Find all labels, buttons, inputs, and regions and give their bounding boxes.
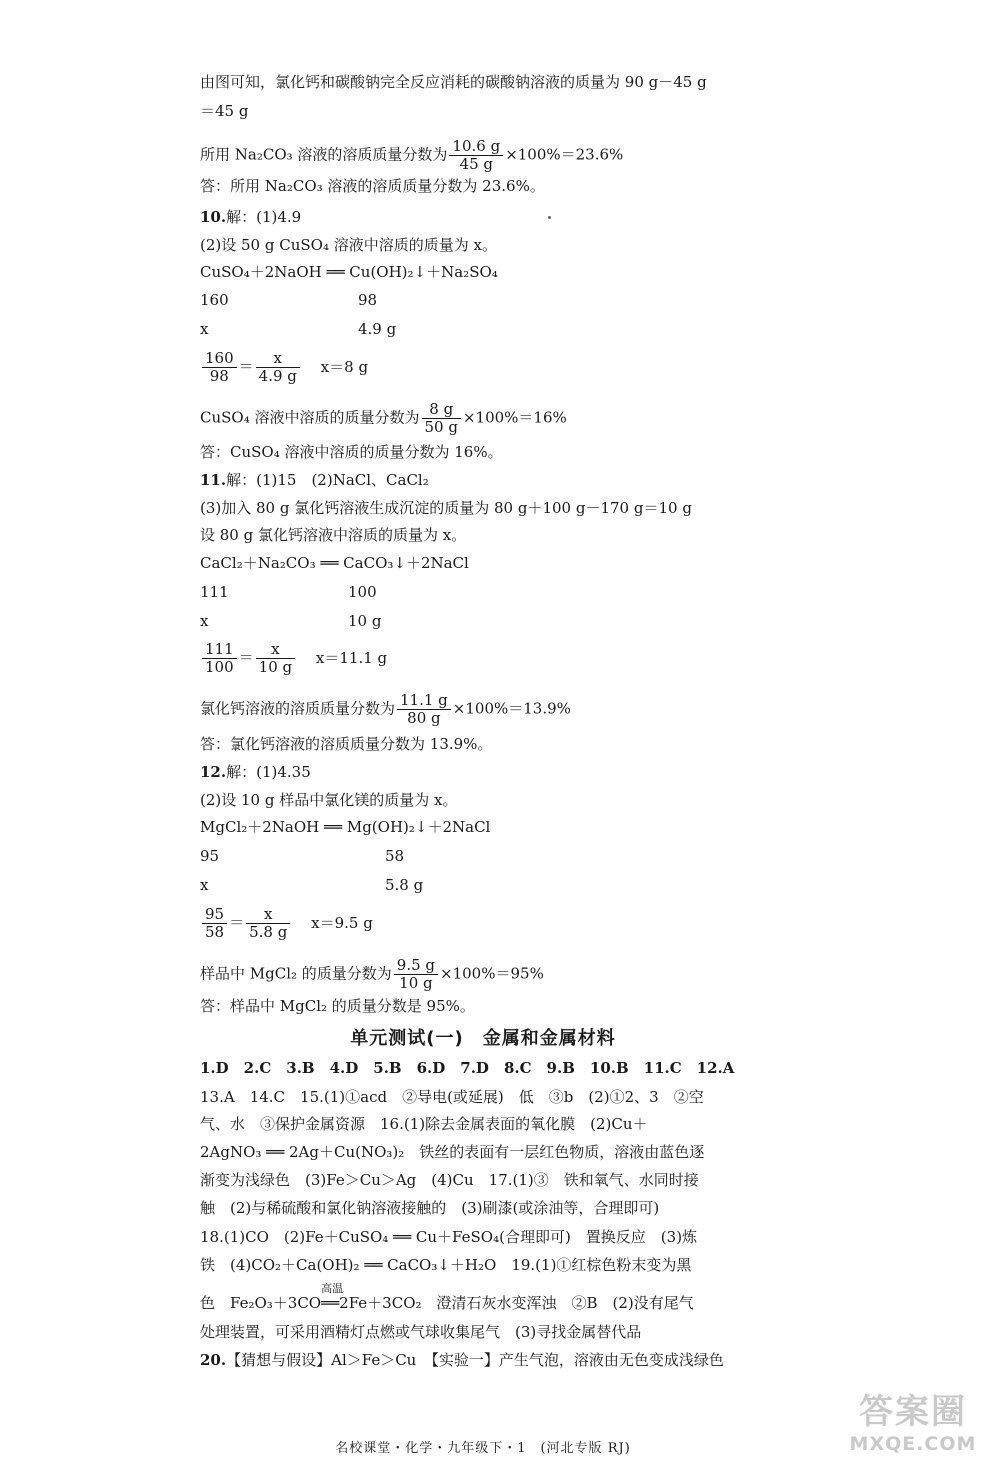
answer-line: 答：氯化钙溶液的溶质质量分数为 13.9%。 [200,735,493,753]
speck [548,216,551,219]
fraction [422,401,461,436]
arrow: ══ [321,1294,340,1312]
denominator: 10 g [399,974,433,992]
ratio-value: 10 g [348,612,382,630]
denominator: 10 g [258,658,293,676]
fraction [202,350,237,385]
numerator: 8 g [422,401,461,419]
ratio-value: 111 [200,583,229,601]
proportion-line [200,906,373,941]
fraction-line [200,401,567,436]
numerator: 111 [202,641,237,659]
ratio-value: 58 [385,847,405,865]
question-number: 12. [200,763,227,781]
equals-sign: ＝ [238,357,254,376]
text-line: ＝45 g [200,102,249,120]
fraction [246,906,290,941]
ratio-value: 160 [200,291,229,309]
reaction-condition: 高温 [321,1282,344,1295]
ratio-value: 95 [200,847,220,865]
reaction-arrow [321,1282,344,1313]
watermark-url: MXQE.COM [849,1433,977,1455]
answer-line: 18.(1)CO (2)Fe＋CuSO₄ ══ Cu＋FeSO₄(合理即可) 置换反应 (3)炼 [200,1228,698,1246]
numerator: x [256,350,300,368]
answer-line: 处理装置，可采用酒精灯点燃或气球收集尾气 (3)寻找金属替代品 [200,1323,642,1341]
ratio-value: 98 [358,291,378,309]
ratio-value: 5.8 g [385,876,424,894]
denominator: 98 [209,367,229,385]
question-number: 11. [200,471,227,489]
numerator: 9.5 g [394,957,438,975]
text-segment: ×100%＝16% [462,408,567,427]
text-line: (2)设 10 g 样品中氯化镁的质量为 x。 [200,791,458,809]
question-line [200,207,301,227]
text-line: (2)设 50 g CuSO₄ 溶液中溶质的质量为 x。 [200,236,497,254]
denominator: 80 g [407,709,441,727]
answer-line: 气、水 ③保护金属资源 16.(1)除去金属表面的氧化膜 (2)Cu＋ [200,1115,648,1133]
fraction [202,641,237,676]
answer-line: 2AgNO₃ ══ 2Ag＋Cu(NO₃)₂ 铁丝的表面有一层红色物质，溶液由蓝色逐 [200,1143,705,1161]
denominator: 58 [205,923,225,941]
equals-sign: ＝ [229,913,245,932]
numerator: 95 [202,906,227,924]
text-segment: 色 Fe₂O₃＋3CO [200,1294,322,1312]
proportion-line [200,641,387,676]
text-segment: 氯化钙溶液的溶质质量分数为 [200,699,396,718]
denominator: 45 g [459,155,494,173]
ratio-value: x [200,320,209,338]
fraction-line [200,692,571,727]
answer-line [200,1282,694,1313]
fraction [394,957,438,992]
fraction [256,641,295,676]
answer-line [200,1350,724,1370]
denominator: 4.9 g [258,367,297,385]
fraction [256,350,300,385]
fraction [449,138,503,173]
text-segment: 所用 Na₂CO₃ 溶液的溶质质量分数为 [200,145,448,164]
result: x＝9.5 g [311,913,373,932]
fraction [397,692,451,727]
equals-sign: ＝ [238,648,254,667]
text-segment: 解：(1)4.9 [226,208,302,226]
question-number: 10. [200,208,227,226]
text-line: 由图可知，氯化钙和碳酸钠完全反应消耗的碳酸钠溶液的质量为 90 g－45 g [200,73,707,91]
numerator: x [256,641,295,659]
answer-line: 触 (2)与稀硫酸和氯化钠溶液接触的 (3)刷漆(或涂油等，合理即可) [200,1199,660,1217]
numerator: x [246,906,290,924]
answer-line: 答：样品中 MgCl₂ 的质量分数是 95%。 [200,997,475,1015]
text-segment: 解：(1)4.35 [226,763,311,781]
answer-line: 答：所用 Na₂CO₃ 溶液的溶质质量分数为 23.6%。 [200,177,545,195]
result: x＝8 g [320,357,369,376]
equation-line: MgCl₂＋2NaOH ══ Mg(OH)₂↓＋2NaCl [200,818,491,836]
numerator: 160 [202,350,237,368]
question-number: 20. [200,1351,227,1369]
text-segment: 2Fe＋3CO₂ 澄清石灰水变浑浊 ②B (2)没有尾气 [339,1294,694,1312]
ratio-value: 4.9 g [358,320,397,338]
result: x＝11.1 g [315,648,388,667]
question-line [200,762,311,782]
text-segment: ×100%＝23.6% [505,145,624,164]
denominator: 100 [205,658,234,676]
ratio-value: 100 [348,583,377,601]
section-title: 单元测试(一) 金属和金属材料 [350,1028,616,1049]
text-line: (3)加入 80 g 氯化钙溶液生成沉淀的质量为 80 g＋100 g－170 g＝10 g [200,499,692,517]
answer-line: 13.A 14.C 15.(1)①acd ②导电(或延展) 低 ③b (2)①2、3 ②空 [200,1088,704,1106]
text-line: 设 80 g 氯化钙溶液中溶质的质量为 x。 [200,526,467,544]
fraction [202,906,227,941]
question-line [200,470,429,490]
denominator: 5.8 g [249,923,288,941]
equation-line: CuSO₄＋2NaOH ══ Cu(OH)₂↓＋Na₂SO₄ [200,263,498,281]
answer-line: 1.D 2.C 3.B 4.D 5.B 6.D 7.D 8.C 9.B 10.B 11.C 12.A [200,1059,735,1077]
numerator: 11.1 g [397,692,451,710]
answer-line: 答：CuSO₄ 溶液中溶质的质量分数为 16%。 [200,443,503,461]
numerator: 10.6 g [449,138,503,156]
answer-line: 渐变为浅绿色 (3)Fe＞Cu＞Ag (4)Cu 17.(1)③ 铁和氧气、水同时接 [200,1171,699,1189]
denominator: 50 g [424,418,458,436]
text-segment: 解：(1)15 (2)NaCl、CaCl₂ [226,471,429,489]
answer-line: 铁 (4)CO₂＋Ca(OH)₂ ══ CaCO₃↓＋H₂O 19.(1)①红棕色粉末变为黑 [200,1256,692,1274]
page-footer: 名校课堂・化学・九年级下・1 (河北专版 RJ) [335,1441,631,1456]
text-segment: ×100%＝13.9% [452,699,571,718]
ratio-value: x [200,612,209,630]
text-segment: 【猜想与假设】Al＞Fe＞Cu 【实验一】产生气泡，溶液由无色变成浅绿色 [226,1351,724,1369]
fraction-line [200,138,623,173]
proportion-line [200,350,368,385]
fraction-line [200,957,544,992]
ratio-value: x [200,876,209,894]
equation-line: CaCl₂＋Na₂CO₃ ══ CaCO₃↓＋2NaCl [200,554,469,572]
watermark-text: 答案圈 [859,1392,967,1432]
text-segment: 样品中 MgCl₂ 的质量分数为 [200,964,392,983]
text-segment: CuSO₄ 溶液中溶质的质量分数为 [200,408,420,427]
watermark-logo [838,1392,988,1464]
text-segment: ×100%＝95% [440,964,544,983]
